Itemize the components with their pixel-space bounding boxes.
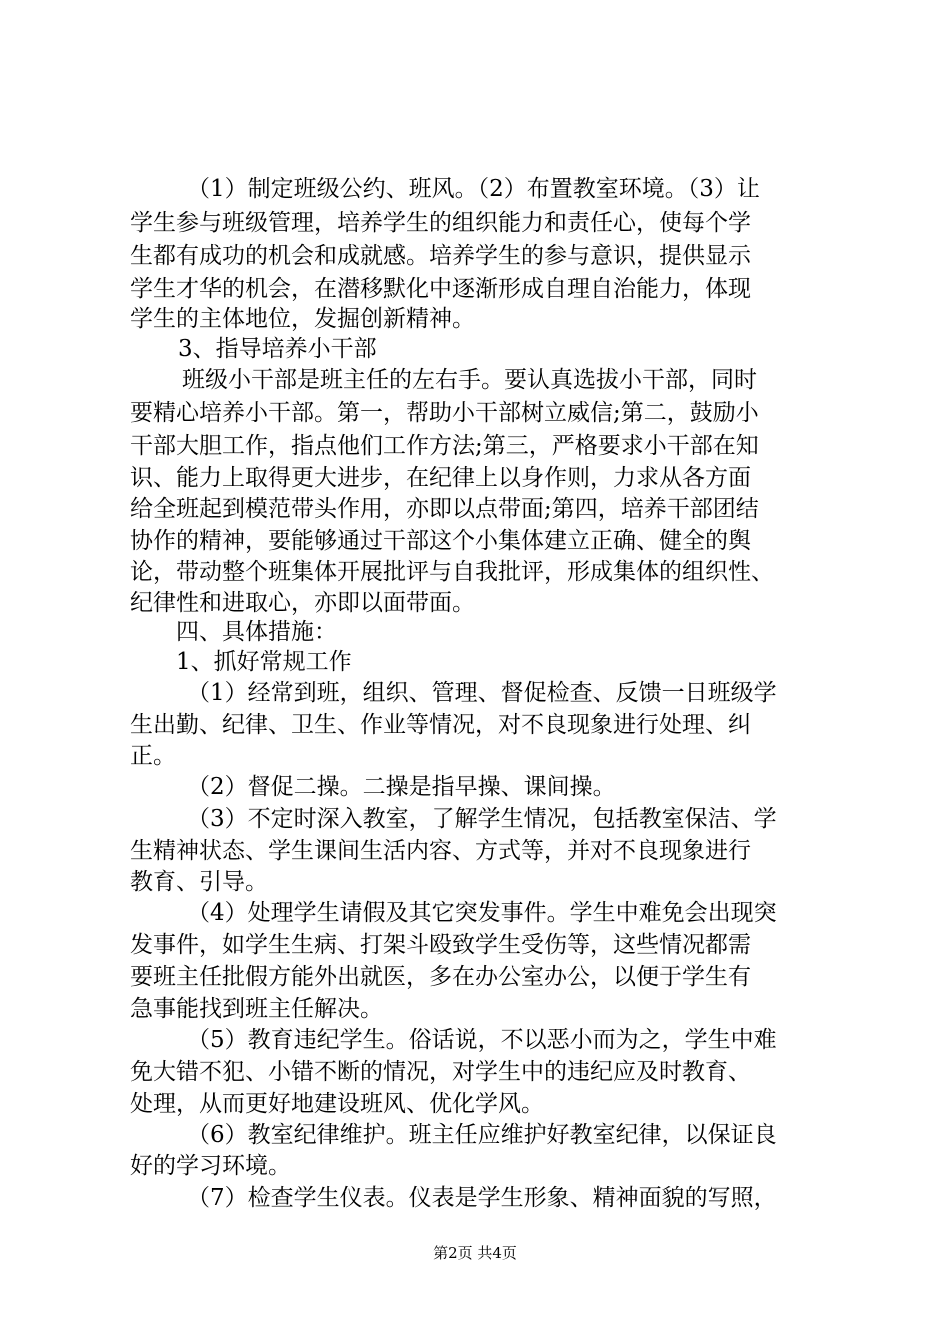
paragraph-line: 给全班起到模范带头作用，亦即以点带面;第四，培养干部团结	[130, 496, 759, 522]
paragraph-line: （1）制定班级公约、班风。（2）布置教室环境。（3）让	[187, 176, 760, 202]
paragraph-line: （2）督促二操。二操是指早操、课间操。	[187, 774, 616, 800]
paragraph-line: 免大错不犯、小错不断的情况，对学生中的违纪应及时教育、	[130, 1059, 751, 1085]
paragraph-line: 纪律性和进取心，亦即以面带面。	[130, 590, 475, 616]
paragraph-line: 论，带动整个班集体开展批评与自我批评，形成集体的组织性、	[130, 559, 774, 585]
page-footer: 第2页 共4页	[433, 1244, 517, 1262]
paragraph-line: 教育、引导。	[130, 869, 268, 895]
paragraph-line: 生出勤、纪律、卫生、作业等情况，对不良现象进行处理、纠	[130, 712, 751, 738]
paragraph-line: 1、抓好常规工作	[176, 649, 352, 675]
paragraph-line: 班级小干部是班主任的左右手。要认真选拔小干部，同时	[182, 367, 757, 393]
paragraph-line: 生都有成功的机会和成就感。培养学生的参与意识，提供显示	[130, 243, 751, 269]
paragraph-line: 四、具体措施：	[176, 619, 337, 645]
paragraph-line: 处理，从而更好地建设班风、优化学风。	[130, 1091, 544, 1117]
paragraph-line: 急事能找到班主任解决。	[130, 996, 383, 1022]
paragraph-line: 生精神状态、学生课间生活内容、方式等，并对不良现象进行	[130, 838, 751, 864]
paragraph-line: 正。	[130, 743, 176, 769]
paragraph-line: 好的学习环境。	[130, 1153, 291, 1179]
paragraph-line: 要精心培养小干部。第一，帮助小干部树立威信;第二，鼓励小	[130, 400, 759, 426]
paragraph-line: （1）经常到班，组织、管理、督促检查、反馈一日班级学	[187, 680, 777, 706]
paragraph-line: （7）检查学生仪表。仪表是学生形象、精神面貌的写照，	[187, 1185, 777, 1211]
paragraph-line: （4）处理学生请假及其它突发事件。学生中难免会出现突	[187, 900, 777, 926]
paragraph-line: 干部大胆工作，指点他们工作方法;第三，严格要求小干部在知	[130, 433, 759, 459]
paragraph-line: 学生才华的机会，在潜移默化中逐渐形成自理自治能力，体现	[130, 276, 751, 302]
paragraph-line: 学生参与班级管理，培养学生的组织能力和责任心，使每个学	[130, 210, 751, 236]
paragraph-line: 发事件，如学生生病、打架斗殴致学生受伤等，这些情况都需	[130, 932, 751, 958]
paragraph-line: 学生的主体地位，发掘创新精神。	[130, 306, 475, 332]
paragraph-line: 要班主任批假方能外出就医，多在办公室办公，以便于学生有	[130, 964, 751, 990]
paragraph-line: （3）不定时深入教室，了解学生情况，包括教室保洁、学	[187, 806, 777, 832]
paragraph-line: （5）教育违纪学生。俗话说，不以恶小而为之，学生中难	[187, 1027, 777, 1053]
paragraph-line: 识、能力上取得更大进步，在纪律上以身作则，力求从各方面	[130, 465, 751, 491]
paragraph-line: 3、指导培养小干部	[178, 336, 377, 362]
paragraph-line: （6）教室纪律维护。班主任应维护好教室纪律，以保证良	[187, 1122, 777, 1148]
paragraph-line: 协作的精神，要能够通过干部这个小集体建立正确、健全的舆	[130, 528, 751, 554]
